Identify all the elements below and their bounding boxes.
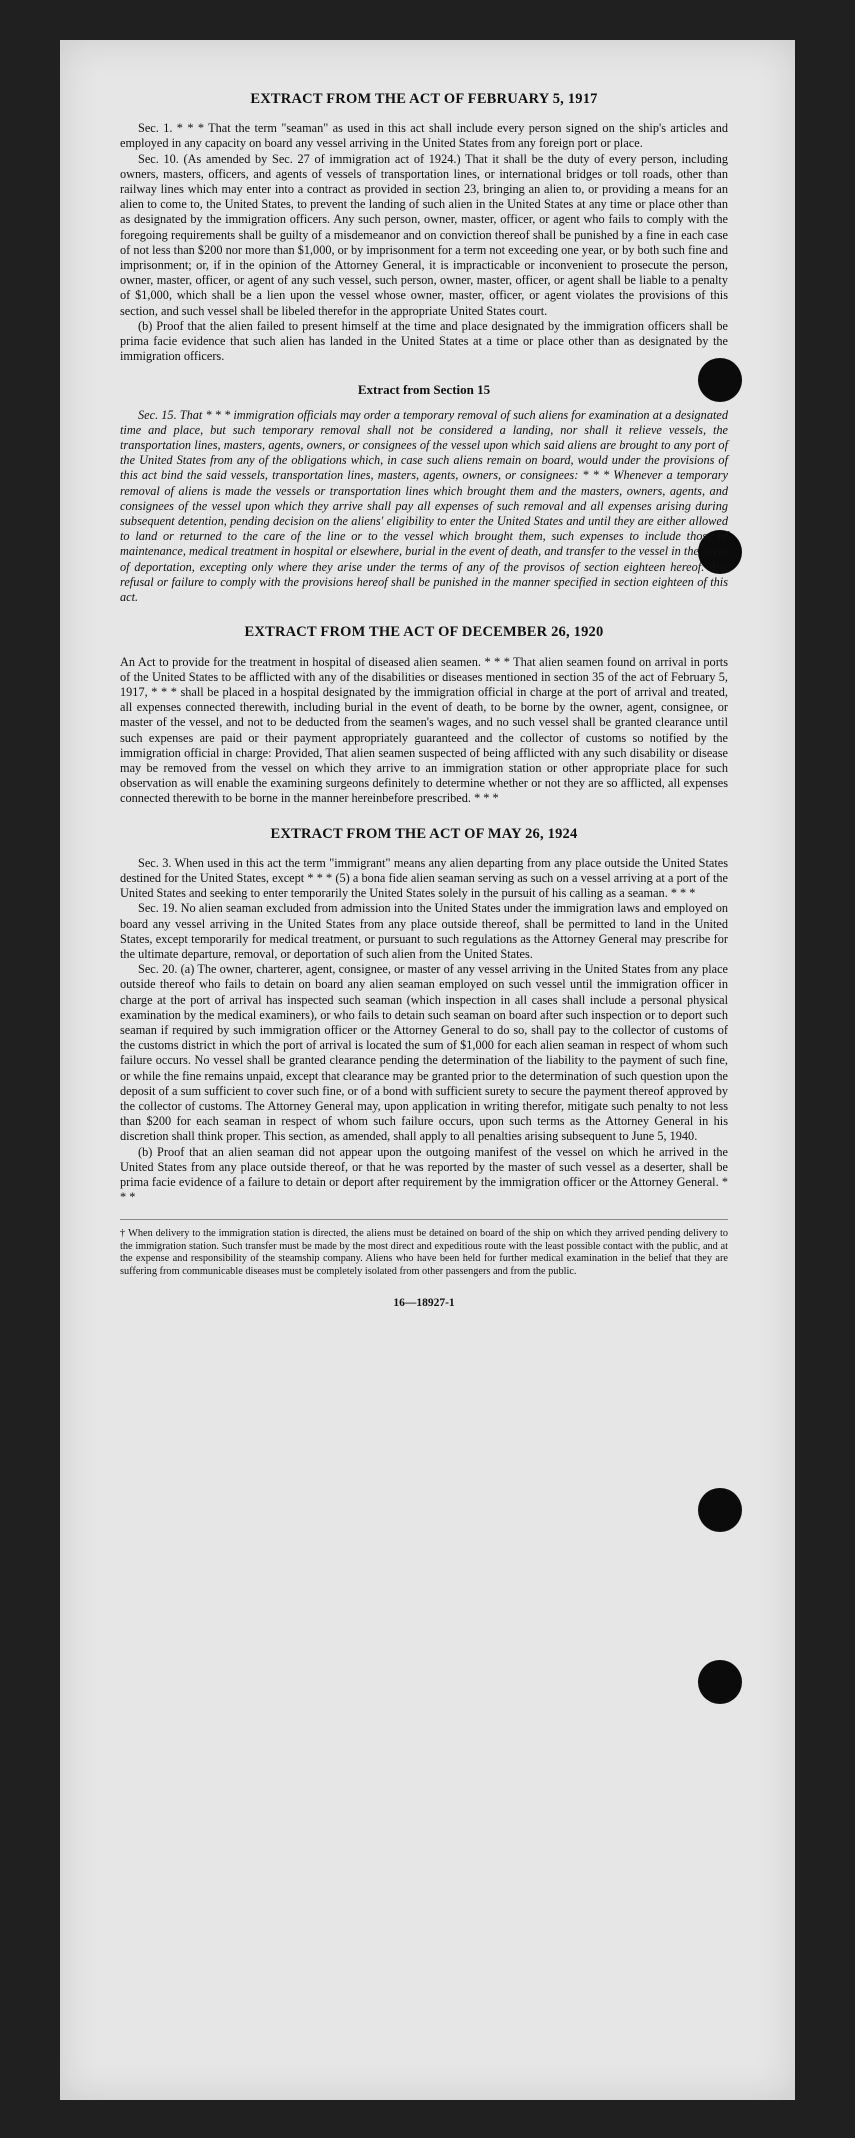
document-text xyxy=(120,92,728,1311)
section-15 xyxy=(120,408,728,606)
punch-hole xyxy=(698,1660,742,1704)
heading-act-1924: EXTRACT FROM THE ACT OF MAY 26, 1924 xyxy=(270,825,578,842)
punch-hole xyxy=(698,1488,742,1532)
footnote: † When delivery to the immigration station is directed, the aliens must be detained on board of the ship on which they arrived pending delivery to the immigration station. Such transfer must be made by the most direct and expeditious route with the least possible contact with the public, and at the expense and responsibility of the steamship company. Aliens who have been held for further medical examination in the belief that they are suffering from communicable diseases must be completely isolated from other passengers and from the public. xyxy=(120,1219,728,1278)
paragraph: Sec. 3. When used in this act the term "immigrant" means any alien departing from any place outside the United States destined for the United States, except * * * (5) a bona fide alien seaman serving as such on a vessel arriving at a port of the United States and seeking to enter temporarily the United States solely in the pursuit of his calling as a seaman. * * * xyxy=(120,855,728,901)
paragraph: Sec. 19. No alien seaman excluded from admission into the United States under the immigration laws and employed on board any vessel arriving in the United States from any place outside thereof, shall be permitted to land in the United States, except temporarily for medical treatment, or pursuant to such regulations as the Attorney General may prescribe for the ultimate departure, removal, or deportation of such alien from the United States. xyxy=(120,901,728,961)
heading-act-1920: EXTRACT FROM THE ACT OF DECEMBER 26, 1920 xyxy=(244,624,604,641)
heading-act-1917: EXTRACT FROM THE ACT OF FEBRUARY 5, 1917 xyxy=(250,91,598,107)
paragraph: Sec. 10. (As amended by Sec. 27 of immigration act of 1924.) That it shall be the duty of every person, including owners, masters, officers, and agents of vessels of transportation lines, or international bridges or toll roads, other than railway lines which may enter into a contract as provided in section 23, bringing an alien to, or providing a means for an alien to come to, the United States, to prevent the landing of such alien in the United States at any time or place other than as designated by the immigration officers. Any such person, owner, master, officer, or agent who fails to comply with the foregoing requirements shall be guilty of a misdemeanor and on conviction thereof shall be punished by a fine in each case of not less than $200 nor more than $1,000, or by imprisonment for a term not exceeding one year, or by both such fine and imprisonment; or, if in the opinion of the Attorney General, it is impracticable or inconvenient to prosecute the person, owner, master, officer, or agent of any such vessel, such person, owner, master, officer, or agent shall be liable to a penalty of $1,000, which shall be a lien upon the vessel whose owner, master, officer, or agent violates the provisions of this section, and such vessel shall be libeled therefor in the appropriate United States court. xyxy=(120,151,728,318)
section-1917 xyxy=(120,121,728,364)
section-1920 xyxy=(120,655,728,807)
paragraph: Sec. 15. That * * * immigration officials may order a temporary removal of such aliens for examination at a designated time and place, but such temporary removal shall not be considered a landing, nor shall it relieve vessels, the transportation lines, masters, agents, owners, or consignees of the vessel upon which said aliens are brought to any port of the United States from any of the obligations which, in case such aliens remain on board, would under the provisions of this act bind the said vessels, transportation lines, masters, agents, owners, or consignees: * * * Whenever a temporary removal of aliens is made the vessels or transportation lines which brought them and the masters, owners, agents, and consignees of the vessel upon which they arrive shall pay all expenses of such removal and all expenses arising during subsequent detention, pending decision on the aliens' eligibility to enter the United States and until they are either allowed to land or returned to the care of the line or to the vessel which brought them, such expenses to include those of maintenance, medical treatment in hospital or elsewhere, burial in the event of death, and transfer to the vessel in the event of deportation, excepting only where they arise under the terms of any of the provisos of section eighteen hereof. Any refusal or failure to comply with the provisions hereof shall be punished in the manner specified in section eighteen of this act. xyxy=(120,407,728,605)
heading-section-15: Extract from Section 15 xyxy=(357,382,491,398)
paragraph: Sec. 1. * * * That the term "seaman" as used in this act shall include every person signed on the ship's articles and employed in any capacity on board any vessel arriving in the United States from any foreign port or place. xyxy=(120,121,728,151)
section-1924 xyxy=(120,856,728,1206)
paragraph: (b) Proof that the alien failed to present himself at the time and place designated by the immigration officers shall be prima facie evidence that such alien has landed in the United States at a time or place other than as designated by the immigration officers. xyxy=(120,318,728,364)
paragraph: (b) Proof that an alien seaman did not appear upon the outgoing manifest of the vessel on which he arrived in the United States from any place outside thereof, or that he was reported by the master of such vessel as a deserter, shall be prima facie evidence of a failure to detain or deport after requirement by the immigration officer or the Attorney General. * * * xyxy=(120,1144,728,1205)
form-code: 16—18927-1 xyxy=(393,1297,455,1310)
paragraph: An Act to provide for the treatment in hospital of diseased alien seamen. * * * That alien seamen found on arrival in ports of the United States to be afflicted with any of the disabilities or diseases mentioned in section 35 of the act of February 5, 1917, * * * shall be placed in a hospital designated by the immigration official in charge at the port of arrival and treated, all expenses connected therewith, including burial in the event of death, to be borne by the owner, agent, consignee, or master of the vessel, and not to be deducted from the seamen's wages, and no such vessel shall be granted clearance until such expenses are paid or their payment appropriately guaranteed and the collector of customs so notified by the immigration official in charge: Provided, That alien seamen suspected of being afflicted with any such disability or disease may be removed from the vessel on which they arrive to an immigration station or other appropriate place for such observation as will enable the examining surgeons definitely to determine whether or not they are so afflicted, all expenses connected therewith to be borne in the manner hereinbefore prescribed. * * * xyxy=(120,654,728,806)
paragraph: Sec. 20. (a) The owner, charterer, agent, consignee, or master of any vessel arriving in the United States from any place outside thereof who fails to detain on board any alien seaman employed on such vessel until the immigration officer in charge at the port of arrival has inspected such seaman (which inspection in all cases shall include a personal physical examination by the medical examiners), or who fails to detain such seaman on board after such inspection or to deport such seaman if required by such immigration officer or the Attorney General to do so, shall pay to the collector of customs of the customs district in which the port of arrival is located the sum of $1,000 for each alien seaman in respect of whom such failure occurs. No vessel shall be granted clearance pending the determination of the liability to the payment of such fine, or while the fine remains unpaid, except that clearance may be granted prior to the determination of such question upon the deposit of a sum sufficient to cover such fine, or of a bond with sufficient surety to secure the payment thereof approved by the collector of customs. The Attorney General may, upon application in writing therefor, mitigate such penalty to not less than $200 for each seaman in respect of whom such failure occurs, upon such terms as the Attorney General in his discretion shall think proper. This section, as amended, shall apply to all penalties arising subsequent to June 5, 1940. xyxy=(120,962,728,1144)
